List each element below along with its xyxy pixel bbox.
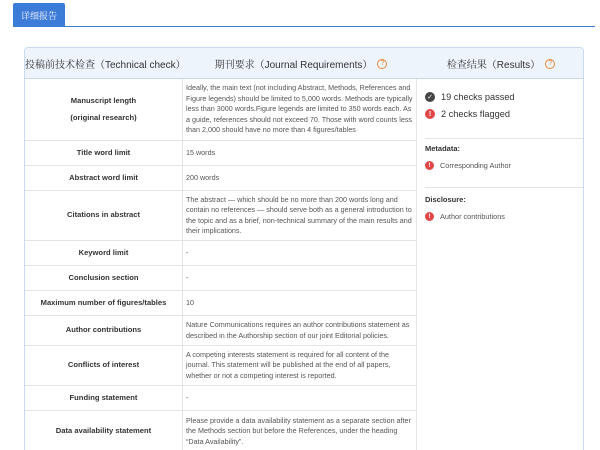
header-technical-check-label: 投稿前技术检查（Technical check） bbox=[25, 60, 186, 71]
check-name: Citations in abstract bbox=[25, 191, 183, 240]
requirement-text: 10 bbox=[186, 297, 194, 307]
header-journal-requirements bbox=[185, 48, 417, 79]
table-row bbox=[25, 291, 417, 316]
check-name: Funding statement bbox=[25, 386, 183, 410]
metadata-title: Metadata: bbox=[425, 144, 461, 153]
requirement-text: Ideally, the main text (not including Abstract, Methods, References and Figure legends) should be limited to 5,000 words. Methods are typically less than 3000 words.Figure legends are limited to 350 words each. As a guide, references should not exceed 70. Those with word counts less than 2,000 should have no more than 4 figures/tables bbox=[186, 83, 413, 135]
table-row bbox=[25, 411, 417, 450]
flagged-item[interactable] bbox=[425, 212, 505, 221]
column-divider bbox=[416, 79, 417, 450]
requirement-text: - bbox=[186, 247, 189, 257]
flagged-item[interactable] bbox=[425, 161, 511, 170]
check-name: Conclusion section bbox=[25, 266, 183, 290]
question-circle-icon[interactable]: ? bbox=[377, 59, 387, 69]
report-panel bbox=[24, 47, 584, 450]
exclamation-circle-icon: ! bbox=[425, 161, 434, 170]
check-name: Author contributions bbox=[25, 316, 183, 345]
header-results bbox=[417, 48, 584, 79]
tab-detailed-report[interactable]: 详细报告 bbox=[13, 3, 65, 27]
requirement-text: 200 words bbox=[186, 172, 220, 182]
flagged-item-label: Author contributions bbox=[440, 212, 505, 221]
check-name-label: Manuscript length bbox=[70, 95, 137, 105]
results-divider bbox=[425, 187, 584, 188]
passed-summary bbox=[425, 92, 515, 102]
exclamation-circle-icon: ! bbox=[425, 212, 434, 221]
flagged-item-label: Corresponding Author bbox=[440, 161, 511, 170]
requirement-text: Nature Communications requires an author contributions statement as described in the Authorship section of our joint Editorial policies. bbox=[186, 320, 410, 340]
tab-underline bbox=[13, 26, 595, 27]
table-row bbox=[25, 316, 417, 346]
flagged-summary-label: 2 checks flagged bbox=[441, 109, 510, 119]
table-header bbox=[25, 48, 584, 79]
question-circle-icon[interactable]: ? bbox=[545, 59, 555, 69]
check-name: Keyword limit bbox=[25, 241, 183, 265]
check-name: Title word limit bbox=[25, 141, 183, 165]
requirement-text: - bbox=[186, 392, 189, 402]
table-row bbox=[25, 141, 417, 166]
table-row bbox=[25, 166, 417, 191]
disclosure-title: Disclosure: bbox=[425, 195, 466, 204]
requirement-text: Please provide a data availability statement as a separate section after the Methods section but before the References, under the heading “Data Availability”. bbox=[186, 415, 411, 446]
table-row bbox=[25, 79, 417, 141]
requirement-text: The abstract — which should be no more than 200 words long and contain no references — should serve both as a general introduction to the topic and as a brief, non-technical summary of the main results and their implications. bbox=[186, 194, 412, 235]
table-row bbox=[25, 386, 417, 411]
tab-bar bbox=[0, 0, 600, 27]
header-results-label: 检查结果（Results） bbox=[446, 60, 541, 71]
check-circle-icon: ✓ bbox=[425, 92, 435, 102]
requirement-text: A competing interests statement is required for all content of the journal. This statement will be published at the end of all papers, whether or not a competing interest is reported. bbox=[186, 349, 391, 380]
table-row bbox=[25, 266, 417, 291]
check-name: Conflicts of interest bbox=[25, 346, 183, 385]
table-row bbox=[25, 191, 417, 241]
check-name bbox=[25, 79, 183, 140]
requirement-text: 15 words bbox=[186, 147, 216, 157]
table-row bbox=[25, 346, 417, 386]
results-divider bbox=[425, 138, 584, 139]
check-name-sublabel: (original research) bbox=[70, 113, 137, 122]
header-journal-requirements-label: 期刊要求（Journal Requirements） bbox=[214, 60, 373, 71]
table-row bbox=[25, 241, 417, 266]
exclamation-circle-icon: ! bbox=[425, 109, 435, 119]
requirement-text: - bbox=[186, 272, 189, 282]
check-name: Abstract word limit bbox=[25, 166, 183, 190]
passed-summary-label: 19 checks passed bbox=[441, 92, 515, 102]
header-technical-check bbox=[25, 48, 185, 79]
flagged-summary bbox=[425, 109, 510, 119]
check-name: Data availability statement bbox=[25, 411, 183, 450]
check-name: Maximum number of figures/tables bbox=[25, 291, 183, 315]
